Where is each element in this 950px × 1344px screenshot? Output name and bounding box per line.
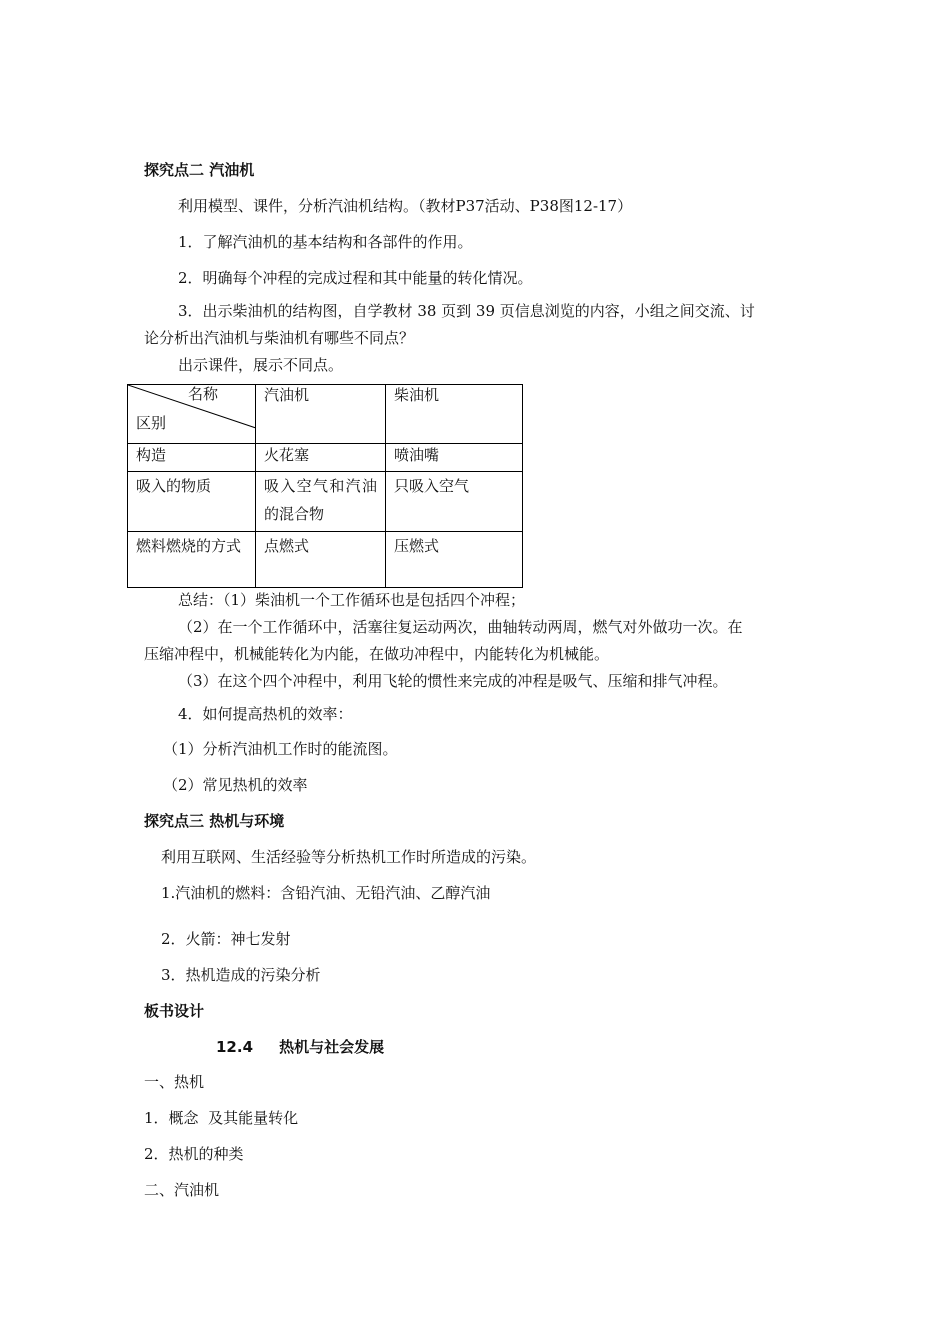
board-line3: 2．热机的种类 <box>144 1145 244 1163</box>
summary-1: 总结：（1）柴油机一个工作循环也是包括四个冲程； <box>178 591 526 609</box>
item4-1: （1）分析汽油机工作时的能流图。 <box>163 740 398 758</box>
section3-item3: 3．热机造成的污染分析 <box>161 966 321 984</box>
board-title: 12.4 热机与社会发展 <box>216 1038 385 1056</box>
section3-item1: 1.汽油机的燃料：含铅汽油、无铅汽油、乙醇汽油 <box>161 884 491 902</box>
section2-heading: 探究点二 汽油机 <box>144 161 255 179</box>
table-row <box>128 472 523 532</box>
row-gasoline: 吸入空气和汽油的混合物 <box>256 472 386 532</box>
section2-item1: 1．了解汽油机的基本结构和各部件的作用。 <box>178 233 473 251</box>
row-label: 构造 <box>128 444 256 472</box>
section3-item2: 2．火箭：神七发射 <box>161 930 291 948</box>
row-diesel: 压燃式 <box>386 532 523 588</box>
table-row <box>128 444 523 472</box>
section2-show: 出示课件，展示不同点。 <box>178 356 344 374</box>
row-label: 燃料燃烧的方式 <box>128 532 256 588</box>
board-heading: 板书设计 <box>144 1002 205 1020</box>
section2-item3-line1: 3．出示柴油机的结构图，自学教材 38 页到 39 页信息浏览的内容，小组之间交流、讨 <box>178 302 755 320</box>
section3-heading: 探究点三 热机与环境 <box>144 812 285 830</box>
section2-item3-line2: 论分析出汽油机与柴油机有哪些不同点？ <box>144 329 415 347</box>
header-diff: 区别 <box>136 414 167 432</box>
row-gasoline: 点燃式 <box>256 532 386 588</box>
board-line2: 1．概念 及其能量转化 <box>144 1109 299 1127</box>
comparison-table <box>127 384 523 588</box>
header-gasoline: 汽油机 <box>256 385 386 444</box>
header-name: 名称 <box>188 385 219 403</box>
summary-2-line2: 压缩冲程中，机械能转化为内能，在做功冲程中，内能转化为机械能。 <box>144 645 610 663</box>
summary-2-line1: （2）在一个工作循环中，活塞往复运动两次，曲轴转动两周，燃气对外做功一次。在 <box>178 618 743 636</box>
diagonal-header-cell <box>128 385 256 444</box>
row-label: 吸入的物质 <box>128 472 256 532</box>
item4: 4．如何提高热机的效率： <box>178 705 353 723</box>
row-gasoline: 火花塞 <box>256 444 386 472</box>
row-diesel: 只吸入空气 <box>386 472 523 532</box>
summary-3: （3）在这个四个冲程中，利用飞轮的惯性来完成的冲程是吸气、压缩和排气冲程。 <box>178 672 728 690</box>
table-header-row <box>128 385 523 444</box>
board-line1: 一、热机 <box>144 1073 205 1091</box>
header-diesel: 柴油机 <box>386 385 523 444</box>
board-line4: 二、汽油机 <box>144 1181 220 1199</box>
section2-intro: 利用模型、课件，分析汽油机结构。（教材P37活动、P38图12-17） <box>178 197 633 215</box>
section3-intro: 利用互联网、生活经验等分析热机工作时所造成的污染。 <box>161 848 537 866</box>
section2-item2: 2．明确每个冲程的完成过程和其中能量的转化情况。 <box>178 269 533 287</box>
table-row <box>128 532 523 588</box>
item4-2: （2）常见热机的效率 <box>163 776 308 794</box>
row-diesel: 喷油嘴 <box>386 444 523 472</box>
